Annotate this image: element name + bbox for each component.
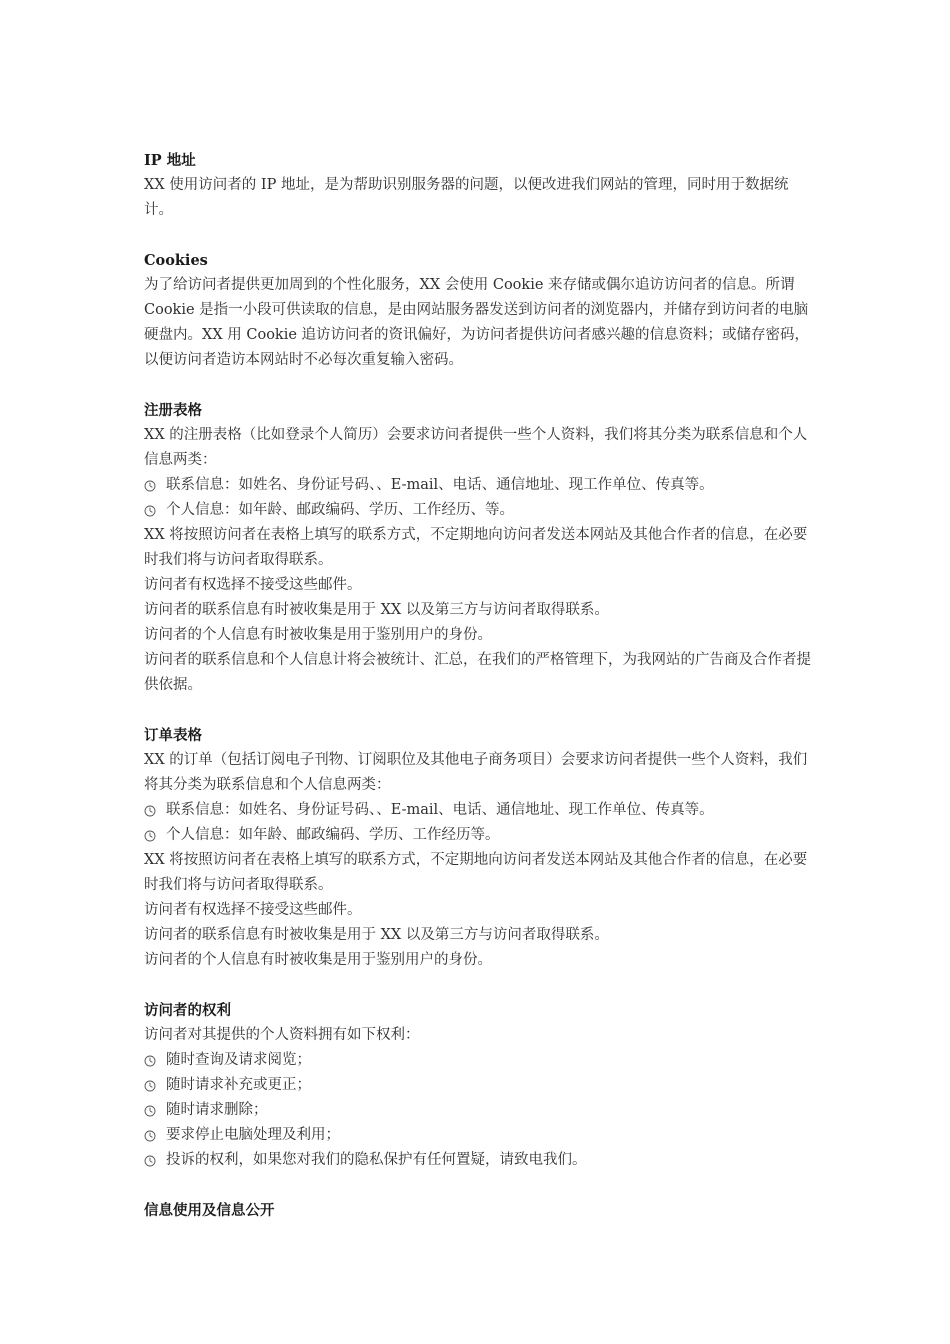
section-heading: 访问者的权利 bbox=[144, 1002, 231, 1019]
document-section bbox=[144, 998, 812, 1173]
bullet-text: 个人信息：如年龄、邮政编码、学历、工作经历、等。 bbox=[166, 502, 514, 518]
bullet-item bbox=[144, 1148, 812, 1173]
bullet-item bbox=[144, 498, 812, 523]
paragraph: 为了给访问者提供更加周到的个性化服务，XX 会使用 Cookie 来存储或偶尔追访访问者的信息。所谓 Cookie 是指一小段可供读取的信息，是由网站服务器发送到访问者的浏览器内，并储存到访问者的电脑硬盘内。XX 用 Cookie 追访访问者的资讯偏好，为访问者提供访问者感兴趣的信息资料；或储存密码，以便访问者造访本网站时不必每次重复输入密码。 bbox=[144, 277, 810, 368]
bullet-item bbox=[144, 1098, 812, 1123]
paragraph: 访问者的联系信息有时被收集是用于 XX 以及第三方与访问者取得联系。 bbox=[144, 602, 609, 618]
bullet-text: 要求停止电脑处理及利用； bbox=[166, 1127, 340, 1143]
clock-icon bbox=[144, 1055, 156, 1067]
section-heading: 信息使用及信息公开 bbox=[144, 1202, 275, 1219]
bullet-text: 联系信息：如姓名、身份证号码、、E-mail、电话、通信地址、现工作单位、传真等。 bbox=[166, 802, 714, 818]
bullet-text: 投诉的权利，如果您对我们的隐私保护有任何置疑，请致电我们。 bbox=[166, 1152, 587, 1168]
paragraph: 访问者有权选择不接受这些邮件。 bbox=[144, 902, 362, 918]
paragraph: 访问者的联系信息和个人信息计将会被统计、汇总，在我们的严格管理下，为我网站的广告商及合作者提供依据。 bbox=[144, 652, 811, 693]
bullet-item bbox=[144, 1073, 812, 1098]
bullet-text: 随时查询及请求阅览； bbox=[166, 1052, 311, 1068]
clock-icon bbox=[144, 505, 156, 517]
document-section bbox=[144, 248, 812, 373]
clock-icon bbox=[144, 805, 156, 817]
paragraph: XX 的订单（包括订阅电子刊物、订阅职位及其他电子商务项目）会要求访问者提供一些个人资料，我们将其分类为联系信息和个人信息两类： bbox=[144, 752, 808, 793]
bullet-item bbox=[144, 798, 812, 823]
document-page bbox=[144, 148, 812, 1248]
paragraph: XX 将按照访问者在表格上填写的联系方式，不定期地向访问者发送本网站及其他合作者的信息，在必要时我们将与访问者取得联系。 bbox=[144, 527, 808, 568]
paragraph: 访问者有权选择不接受这些邮件。 bbox=[144, 577, 362, 593]
bullet-item bbox=[144, 1123, 812, 1148]
paragraph: XX 将按照访问者在表格上填写的联系方式，不定期地向访问者发送本网站及其他合作者的信息，在必要时我们将与访问者取得联系。 bbox=[144, 852, 808, 893]
section-heading: Cookies bbox=[144, 252, 208, 269]
bullet-item bbox=[144, 1048, 812, 1073]
section-heading: IP 地址 bbox=[144, 152, 196, 169]
bullet-text: 联系信息：如姓名、身份证号码、、E-mail、电话、通信地址、现工作单位、传真等。 bbox=[166, 477, 714, 493]
paragraph: XX 使用访问者的 IP 地址，是为帮助识别服务器的问题，以便改进我们网站的管理，同时用于数据统计。 bbox=[144, 177, 789, 218]
bullet-text: 随时请求删除； bbox=[166, 1102, 268, 1118]
clock-icon bbox=[144, 830, 156, 842]
clock-icon bbox=[144, 1130, 156, 1142]
paragraph: XX 的注册表格（比如登录个人简历）会要求访问者提供一些个人资料，我们将其分类为联系信息和个人信息两类： bbox=[144, 427, 808, 468]
bullet-item bbox=[144, 823, 812, 848]
bullet-text: 随时请求补充或更正； bbox=[166, 1077, 311, 1093]
paragraph: 访问者的联系信息有时被收集是用于 XX 以及第三方与访问者取得联系。 bbox=[144, 927, 609, 943]
clock-icon bbox=[144, 1155, 156, 1167]
bullet-item bbox=[144, 473, 812, 498]
document-section bbox=[144, 723, 812, 973]
clock-icon bbox=[144, 480, 156, 492]
paragraph: 访问者的个人信息有时被收集是用于鉴别用户的身份。 bbox=[144, 627, 492, 643]
clock-icon bbox=[144, 1080, 156, 1092]
clock-icon bbox=[144, 1105, 156, 1117]
document-section bbox=[144, 1198, 812, 1223]
paragraph: 访问者对其提供的个人资料拥有如下权利： bbox=[144, 1027, 420, 1043]
section-heading: 注册表格 bbox=[144, 402, 202, 419]
section-heading: 订单表格 bbox=[144, 727, 202, 744]
document-section bbox=[144, 398, 812, 698]
bullet-text: 个人信息：如年龄、邮政编码、学历、工作经历等。 bbox=[166, 827, 500, 843]
document-section bbox=[144, 148, 812, 223]
paragraph: 访问者的个人信息有时被收集是用于鉴别用户的身份。 bbox=[144, 952, 492, 968]
